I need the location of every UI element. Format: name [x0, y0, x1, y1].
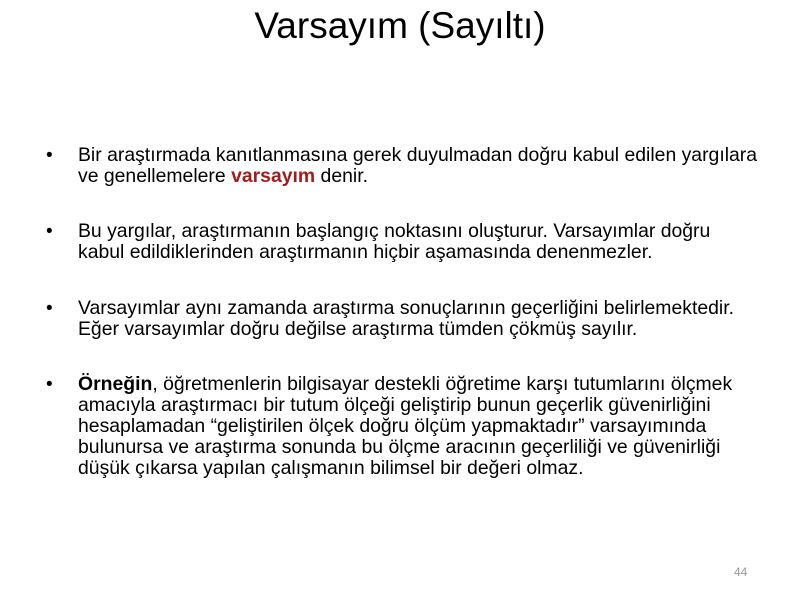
- example-label: Örneğin: [78, 373, 153, 395]
- bullet-item-example: [46, 374, 762, 479]
- bullet-text: , öğretmenlerin bilgisayar destekli öğretime karşı tutumlarını ölçmek amacıyla araştırmacı bir tutum ölçeği geliştirip bunun geçerlik güvenirliğini hesaplamadan “geliştirilen ölçek doğru ölçüm yapmaktadır” varsayımında bulunursa ve araştırma sonunda bu ölçme aracının geçerliliği ve güvenirliği düşük çıkarsa yapılan çalışmanın bilimsel bir değeri olmaz.: [78, 373, 733, 479]
- bullet-item-validity: [46, 298, 762, 340]
- bullet-text: Bir araştırmada kanıtlanmasına gerek duyulmadan doğru kabul edilen yargılara ve genellemelere: [78, 144, 758, 187]
- bullet-item-definition: [46, 145, 762, 187]
- slide-page-number: 44: [734, 565, 748, 579]
- bullet-icon: •: [46, 374, 53, 395]
- bullet-icon: •: [46, 298, 53, 319]
- highlighted-term: varsayım: [231, 165, 316, 187]
- slide-title: Varsayım (Sayıltı): [254, 5, 546, 46]
- bullet-icon: •: [46, 221, 53, 242]
- bullet-text: denir.: [315, 165, 368, 187]
- bullet-list: [46, 145, 762, 479]
- bullet-icon: •: [46, 145, 53, 166]
- bullet-text: Varsayımlar aynı zamanda araştırma sonuçlarının geçerliğini belirlemektedir. Eğer varsayımlar doğru değilse araştırma tümden çökmüş sayılır.: [78, 297, 734, 340]
- bullet-text: Bu yargılar, araştırmanın başlangıç noktasını oluşturur. Varsayımlar doğru kabul edildiklerinden araştırmanın hiçbir aşamasında denenmezler.: [78, 220, 711, 263]
- bullet-item-starting-point: [46, 221, 762, 263]
